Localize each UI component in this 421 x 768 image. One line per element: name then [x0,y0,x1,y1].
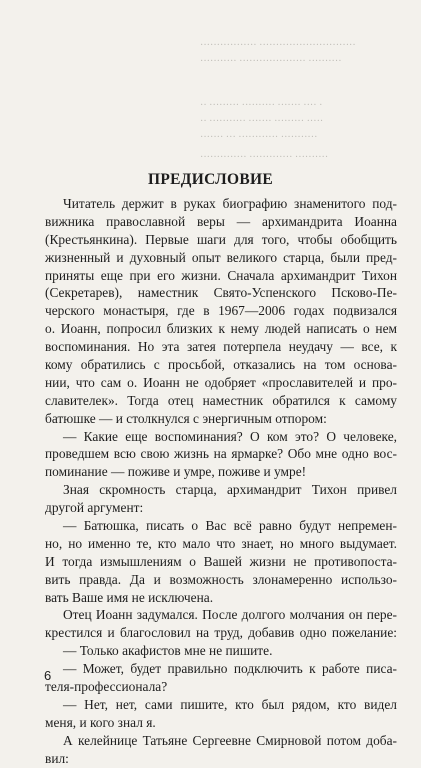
text-line: меня, и кого знал я. [45,714,156,730]
text-line: Читатель держит в руках биографию знаменитого под- [63,196,397,211]
text-line: крестился и благословил на труд, добавив одно пожелание: [45,625,397,641]
text-line: Отец Иоанн задумался. После долгого молчания он пере- [63,607,397,623]
bleed-through-text: ·············· ············· ·········· [200,152,329,163]
text-line: — Может, будет правильно подключить к работе писа- [63,661,397,677]
body-text [45,195,397,768]
text-line: вать Ваше имя не исключена. [45,589,214,605]
bleed-through-text: ················· ····························· [200,40,356,51]
text-line: проведшем всю свою жизнь на ярмарке? Обо мне одно вос- [45,446,397,462]
bleed-through-text: ·· ········· ·········· ······· ···· · [200,100,323,111]
text-line: поминание — поживе и умре, поживе и умре! [45,464,307,480]
text-line: о. Иоанн, попросил близких к нему людей написать о нем [45,321,397,337]
bleed-through-text: ·· ··········· ······· ········· ····· [200,116,324,127]
page-title: ПРЕДИСЛОВИЕ [147,171,274,188]
text-line: кому обратились с просьбой, отказались на том основа- [45,357,397,373]
bleed-through-text: ··········· ···················· ·········· [200,56,342,67]
text-line: вил: [45,750,69,766]
page-number: 6 [44,668,52,683]
text-line: жизненный и духовный опыт великого старца, были пред- [45,249,397,265]
text-line: (Секретарев), наместник Свято-Успенского Псково-Пе- [45,285,397,301]
text-line: батюшке — и столкнулся с энергичным отпором: [45,410,327,426]
bleed-through-text: ······· ··· ············ ··········· [200,132,318,143]
text-line: теля-профессионала? [45,679,168,695]
text-line: другой аргумент: [45,500,144,516]
text-line: Зная скромность старца, архимандрит Тихон привел [63,482,397,498]
text-line: — Какие еще воспоминания? О ком это? О человеке, [63,428,397,444]
text-line: но, но именно те, кто мало что знает, но много выдумает. [45,535,397,551]
text-line: вить правда. Да и возможность злонамеренно использо- [45,571,397,587]
text-line: — Нет, нет, сами пишите, кто был рядом, кто видел [63,696,397,712]
text-line: — Батюшка, писать о Вас всё равно будут непремен- [63,518,397,534]
text-line: А келейнице Татьяне Сергеевне Смирновой потом доба- [63,732,397,748]
text-line: черского монастыря, где в 1967—2006 годах подвизался [45,303,397,319]
text-line: И тогда измышлениям о Вашей жизни не противопоста- [45,553,397,569]
text-line: воспоминания. Но эта затея потерпела неудачу — все, к [45,339,397,355]
text-line: (Крестьянкина). Первые шаги для того, чтобы обобщить [45,231,397,247]
text-line: вижника православной веры — архимандрита Иоанна [45,213,397,229]
text-line: — Только акафистов мне не пишите. [63,643,273,659]
text-line: нии, что сам о. Иоанн не одобряет «прославителей и про- [45,374,397,390]
text-line: приняты еще при его жизни. Сначала архимандрит Тихон [45,267,397,283]
text-line: славителек». Тогда отец наместник обратился к самому [45,392,397,408]
